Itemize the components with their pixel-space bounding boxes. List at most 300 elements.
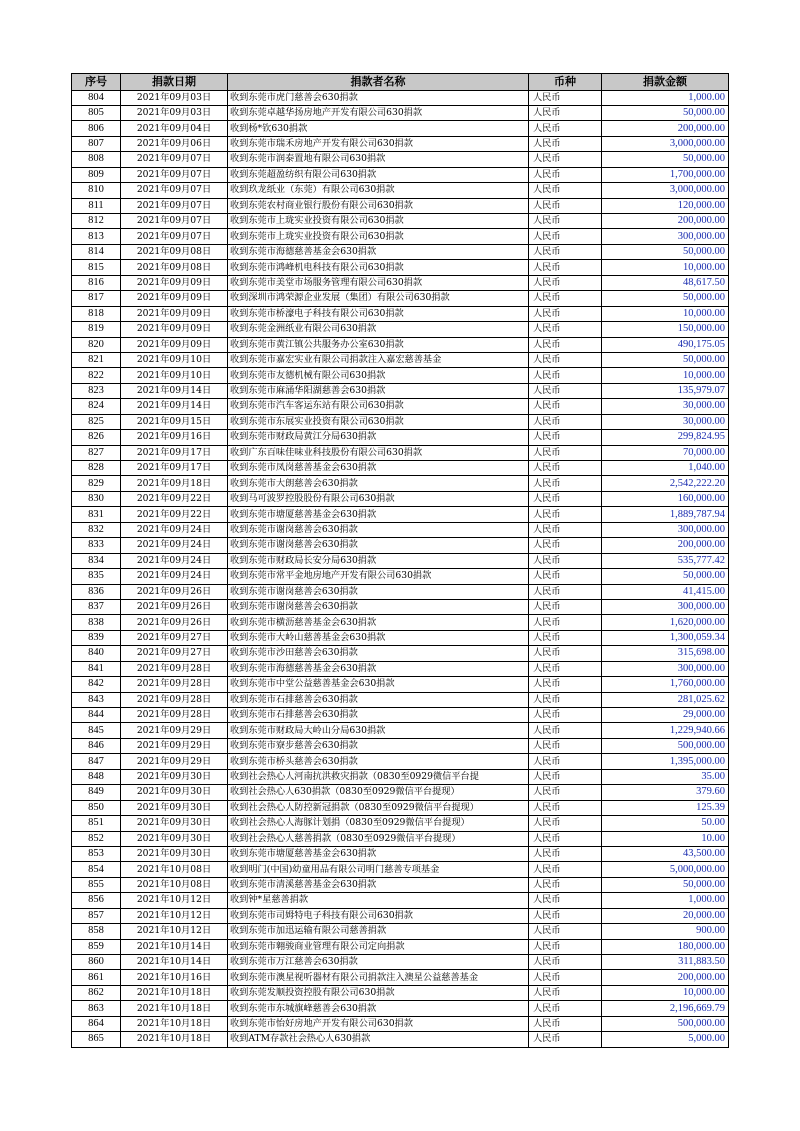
row-seq: 824 [72,399,121,414]
row-date: 2021年09月07日 [121,229,228,244]
row-date: 2021年09月09日 [121,306,228,321]
row-currency: 人民币 [529,955,602,970]
row-date: 2021年09月09日 [121,337,228,352]
row-date: 2021年09月10日 [121,368,228,383]
row-donor: 收到东莞市财政局黄江分局630捐款 [228,430,529,445]
table-row [72,708,729,723]
row-currency: 人民币 [529,599,602,614]
row-amount: 50,000.00 [602,244,729,259]
row-seq: 841 [72,661,121,676]
table-row [72,816,729,831]
row-currency: 人民币 [529,553,602,568]
table-row [72,661,729,676]
row-seq: 827 [72,445,121,460]
row-currency: 人民币 [529,461,602,476]
row-amount: 70,000.00 [602,445,729,460]
row-currency: 人民币 [529,1001,602,1016]
row-amount: 1,760,000.00 [602,677,729,692]
table-row [72,569,729,584]
row-seq: 829 [72,476,121,491]
row-donor: 收到东莞农村商业银行股份有限公司630捐款 [228,198,529,213]
row-amount: 10,000.00 [602,368,729,383]
row-seq: 826 [72,430,121,445]
row-seq: 859 [72,939,121,954]
row-date: 2021年09月29日 [121,754,228,769]
row-currency: 人民币 [529,383,602,398]
row-amount: 1,395,000.00 [602,754,729,769]
row-donor: 收到明门(中国)幼童用品有限公司明门慈善专项基金 [228,862,529,877]
row-seq: 850 [72,800,121,815]
table-row [72,306,729,321]
row-donor: 收到东莞市海德慈善基金会630捐款 [228,244,529,259]
row-donor: 收到深圳市鸿荣源企业发展（集团）有限公司630捐款 [228,291,529,306]
row-donor: 收到ATM存款社会热心人630捐款 [228,1032,529,1047]
row-amount: 50,000.00 [602,152,729,167]
row-currency: 人民币 [529,893,602,908]
row-date: 2021年09月16日 [121,430,228,445]
row-currency: 人民币 [529,306,602,321]
row-currency: 人民币 [529,414,602,429]
row-seq: 836 [72,584,121,599]
row-date: 2021年10月08日 [121,862,228,877]
row-currency: 人民币 [529,214,602,229]
row-date: 2021年09月06日 [121,136,228,151]
row-currency: 人民币 [529,1032,602,1047]
row-date: 2021年09月10日 [121,352,228,367]
row-amount: 50,000.00 [602,352,729,367]
row-date: 2021年09月22日 [121,507,228,522]
row-donor: 收到东莞市桥头慈善会630捐款 [228,754,529,769]
table-row [72,584,729,599]
row-currency: 人民币 [529,692,602,707]
row-amount: 3,000,000.00 [602,183,729,198]
row-seq: 845 [72,723,121,738]
row-donor: 收到东莞市澳星视听器材有限公司捐款注入澳星公益慈善基金 [228,970,529,985]
row-date: 2021年09月30日 [121,846,228,861]
row-donor: 收到东莞市沙田慈善会630捐款 [228,646,529,661]
table-row [72,244,729,259]
table-row [72,337,729,352]
row-seq: 806 [72,121,121,136]
row-date: 2021年10月08日 [121,877,228,892]
table-row [72,538,729,553]
row-seq: 825 [72,414,121,429]
row-amount: 41,415.00 [602,584,729,599]
row-seq: 843 [72,692,121,707]
table-row [72,368,729,383]
row-seq: 805 [72,105,121,120]
row-currency: 人民币 [529,908,602,923]
row-currency: 人民币 [529,800,602,815]
row-seq: 852 [72,831,121,846]
row-donor: 收到东莞市上珑实业投资有限公司630捐款 [228,214,529,229]
header-seq: 序号 [72,74,121,91]
row-donor: 收到东莞市上珑实业投资有限公司630捐款 [228,229,529,244]
row-amount: 50,000.00 [602,877,729,892]
row-amount: 900.00 [602,924,729,939]
row-seq: 847 [72,754,121,769]
row-date: 2021年09月09日 [121,275,228,290]
row-amount: 200,000.00 [602,121,729,136]
row-seq: 844 [72,708,121,723]
row-amount: 48,617.50 [602,275,729,290]
row-donor: 收到东莞市大朗慈善会630捐款 [228,476,529,491]
row-currency: 人民币 [529,291,602,306]
row-date: 2021年09月26日 [121,599,228,614]
row-date: 2021年09月24日 [121,569,228,584]
row-date: 2021年09月07日 [121,167,228,182]
row-currency: 人民币 [529,322,602,337]
row-seq: 863 [72,1001,121,1016]
row-amount: 10,000.00 [602,306,729,321]
table-row [72,692,729,707]
row-date: 2021年09月30日 [121,769,228,784]
row-seq: 817 [72,291,121,306]
row-seq: 849 [72,785,121,800]
row-currency: 人民币 [529,708,602,723]
row-date: 2021年09月09日 [121,291,228,306]
row-seq: 820 [72,337,121,352]
row-currency: 人民币 [529,167,602,182]
row-donor: 收到东莞市友德机械有限公司630捐款 [228,368,529,383]
row-seq: 815 [72,260,121,275]
row-date: 2021年09月08日 [121,244,228,259]
row-amount: 10,000.00 [602,985,729,1000]
row-donor: 收到东莞市翱骏商业管理有限公司定向捐款 [228,939,529,954]
table-row [72,461,729,476]
row-currency: 人民币 [529,136,602,151]
row-date: 2021年10月12日 [121,924,228,939]
row-date: 2021年09月15日 [121,414,228,429]
row-seq: 854 [72,862,121,877]
row-currency: 人民币 [529,90,602,105]
row-seq: 810 [72,183,121,198]
row-amount: 20,000.00 [602,908,729,923]
row-date: 2021年10月18日 [121,985,228,1000]
row-seq: 857 [72,908,121,923]
table-row [72,414,729,429]
row-currency: 人民币 [529,337,602,352]
row-donor: 收到东莞市石排慈善会630捐款 [228,692,529,707]
row-date: 2021年09月27日 [121,646,228,661]
row-currency: 人民币 [529,924,602,939]
row-seq: 846 [72,738,121,753]
row-seq: 833 [72,538,121,553]
row-seq: 842 [72,677,121,692]
row-currency: 人民币 [529,1016,602,1031]
row-currency: 人民币 [529,738,602,753]
row-date: 2021年10月18日 [121,1016,228,1031]
row-seq: 818 [72,306,121,321]
row-currency: 人民币 [529,677,602,692]
row-amount: 281,025.62 [602,692,729,707]
table-row [72,877,729,892]
table-row [72,723,729,738]
row-seq: 809 [72,167,121,182]
row-date: 2021年09月28日 [121,708,228,723]
table-row [72,1032,729,1047]
row-amount: 2,196,669.79 [602,1001,729,1016]
table-row [72,599,729,614]
row-date: 2021年09月08日 [121,260,228,275]
row-donor: 收到东莞市中堂公益慈善基金会630捐款 [228,677,529,692]
row-donor: 收到社会热心人慈善捐款（0830至0929微信平台提现） [228,831,529,846]
donation-sheet [71,73,728,1048]
table-row [72,322,729,337]
row-donor: 收到社会热心人防控新冠捐款（0830至0929微信平台提现） [228,800,529,815]
row-date: 2021年09月17日 [121,445,228,460]
table-row [72,893,729,908]
row-amount: 150,000.00 [602,322,729,337]
row-amount: 500,000.00 [602,738,729,753]
table-row [72,198,729,213]
table-row [72,908,729,923]
row-donor: 收到东莞市加迅运输有限公司慈善捐款 [228,924,529,939]
row-seq: 862 [72,985,121,1000]
row-date: 2021年09月28日 [121,661,228,676]
row-date: 2021年09月07日 [121,152,228,167]
row-currency: 人民币 [529,430,602,445]
table-row [72,399,729,414]
row-currency: 人民币 [529,476,602,491]
row-seq: 814 [72,244,121,259]
row-amount: 300,000.00 [602,229,729,244]
row-donor: 收到东莞超盈纺织有限公司630捐款 [228,167,529,182]
table-row [72,275,729,290]
row-seq: 855 [72,877,121,892]
row-currency: 人民币 [529,491,602,506]
table-row [72,167,729,182]
table-row [72,615,729,630]
row-seq: 864 [72,1016,121,1031]
row-seq: 821 [72,352,121,367]
row-amount: 299,824.95 [602,430,729,445]
row-donor: 收到东莞市黄江镇公共服务办公室630捐款 [228,337,529,352]
row-donor: 收到东莞市麻涌华阳湖慈善会630捐款 [228,383,529,398]
row-date: 2021年09月24日 [121,553,228,568]
row-seq: 853 [72,846,121,861]
row-currency: 人民币 [529,816,602,831]
row-amount: 300,000.00 [602,661,729,676]
table-row [72,769,729,784]
row-amount: 135,979.07 [602,383,729,398]
header-date: 捐款日期 [121,74,228,91]
row-donor: 收到钟*星慈善捐款 [228,893,529,908]
row-donor: 收到东莞市汽车客运东站有限公司630捐款 [228,399,529,414]
row-date: 2021年09月30日 [121,800,228,815]
table-row [72,754,729,769]
row-donor: 收到东莞市桥濠电子科技有限公司630捐款 [228,306,529,321]
row-seq: 822 [72,368,121,383]
row-amount: 180,000.00 [602,939,729,954]
row-amount: 500,000.00 [602,1016,729,1031]
row-donor: 收到社会热心人河南抗洪救灾捐款（0830至0929微信平台提 [228,769,529,784]
row-currency: 人民币 [529,507,602,522]
row-amount: 1,620,000.00 [602,615,729,630]
table-row [72,939,729,954]
row-amount: 1,040.00 [602,461,729,476]
row-date: 2021年10月14日 [121,955,228,970]
row-date: 2021年09月28日 [121,677,228,692]
row-date: 2021年09月07日 [121,183,228,198]
row-donor: 收到广东百味佳味业科技股份有限公司630捐款 [228,445,529,460]
row-donor: 收到东莞市横沥慈善基金会630捐款 [228,615,529,630]
row-donor: 收到东莞市财政局长安分局630捐款 [228,553,529,568]
row-seq: 865 [72,1032,121,1047]
row-seq: 813 [72,229,121,244]
row-donor: 收到玖龙纸业（东莞）有限公司630捐款 [228,183,529,198]
table-row [72,214,729,229]
table-row [72,800,729,815]
table-row [72,924,729,939]
table-row [72,862,729,877]
row-donor: 收到东莞市润泰置地有限公司630捐款 [228,152,529,167]
row-seq: 831 [72,507,121,522]
row-date: 2021年09月26日 [121,584,228,599]
row-seq: 830 [72,491,121,506]
row-amount: 1,000.00 [602,90,729,105]
row-amount: 43,500.00 [602,846,729,861]
row-currency: 人民币 [529,445,602,460]
row-amount: 1,889,787.94 [602,507,729,522]
row-currency: 人民币 [529,399,602,414]
row-currency: 人民币 [529,229,602,244]
row-donor: 收到东莞市凤岗慈善基金会630捐款 [228,461,529,476]
table-row [72,229,729,244]
row-currency: 人民币 [529,985,602,1000]
row-date: 2021年09月03日 [121,90,228,105]
row-date: 2021年09月30日 [121,816,228,831]
table-row [72,553,729,568]
row-currency: 人民币 [529,615,602,630]
row-donor: 收到东莞市塘厦慈善基金会630捐款 [228,846,529,861]
table-row [72,831,729,846]
row-donor: 收到东莞发顺投资控股有限公司630捐款 [228,985,529,1000]
row-currency: 人民币 [529,754,602,769]
row-currency: 人民币 [529,152,602,167]
row-donor: 收到杨*钦630捐款 [228,121,529,136]
row-date: 2021年10月16日 [121,970,228,985]
row-donor: 收到东莞市美堂市场服务管理有限公司630捐款 [228,275,529,290]
row-amount: 5,000,000.00 [602,862,729,877]
row-amount: 5,000.00 [602,1032,729,1047]
row-amount: 50.00 [602,816,729,831]
row-donor: 收到东莞金洲纸业有限公司630捐款 [228,322,529,337]
row-donor: 收到东莞市虎门慈善会630捐款 [228,90,529,105]
row-currency: 人民币 [529,630,602,645]
row-seq: 839 [72,630,121,645]
row-amount: 125.39 [602,800,729,815]
row-donor: 收到东莞市嘉宏实业有限公司捐款注入嘉宏慈善基金 [228,352,529,367]
row-currency: 人民币 [529,183,602,198]
row-date: 2021年09月29日 [121,738,228,753]
table-row [72,491,729,506]
row-date: 2021年09月14日 [121,399,228,414]
row-currency: 人民币 [529,368,602,383]
row-amount: 120,000.00 [602,198,729,213]
row-currency: 人民币 [529,877,602,892]
row-seq: 848 [72,769,121,784]
row-donor: 收到东莞市鸿峰机电科技有限公司630捐款 [228,260,529,275]
table-header-row [72,74,729,91]
table-row [72,352,729,367]
table-row [72,1016,729,1031]
row-amount: 200,000.00 [602,214,729,229]
row-date: 2021年09月27日 [121,630,228,645]
row-seq: 819 [72,322,121,337]
header-amount: 捐款金额 [602,74,729,91]
row-amount: 160,000.00 [602,491,729,506]
row-amount: 1,000.00 [602,893,729,908]
row-currency: 人民币 [529,646,602,661]
donation-table [71,73,729,1048]
table-row [72,846,729,861]
row-currency: 人民币 [529,105,602,120]
row-currency: 人民币 [529,769,602,784]
row-seq: 840 [72,646,121,661]
row-amount: 300,000.00 [602,599,729,614]
row-seq: 860 [72,955,121,970]
row-seq: 838 [72,615,121,630]
row-date: 2021年09月29日 [121,723,228,738]
row-amount: 30,000.00 [602,399,729,414]
row-currency: 人民币 [529,275,602,290]
row-currency: 人民币 [529,522,602,537]
row-donor: 收到东莞市谢岗慈善会630捐款 [228,522,529,537]
row-currency: 人民币 [529,862,602,877]
table-row [72,260,729,275]
row-amount: 30,000.00 [602,414,729,429]
row-seq: 816 [72,275,121,290]
row-currency: 人民币 [529,785,602,800]
row-currency: 人民币 [529,970,602,985]
row-seq: 804 [72,90,121,105]
row-donor: 收到马可波罗控股股份有限公司630捐款 [228,491,529,506]
row-seq: 812 [72,214,121,229]
row-amount: 200,000.00 [602,538,729,553]
row-amount: 300,000.00 [602,522,729,537]
row-donor: 收到社会热心人海豚计划捐（0830至0929微信平台提现） [228,816,529,831]
row-date: 2021年09月07日 [121,214,228,229]
row-date: 2021年09月18日 [121,476,228,491]
row-amount: 1,300,059.34 [602,630,729,645]
row-date: 2021年09月26日 [121,615,228,630]
row-seq: 828 [72,461,121,476]
table-body [72,90,729,1047]
row-date: 2021年10月12日 [121,893,228,908]
table-row [72,522,729,537]
row-donor: 收到东莞市常平金地房地产开发有限公司630捐款 [228,569,529,584]
table-row [72,1001,729,1016]
row-donor: 收到东莞市万江慈善会630捐款 [228,955,529,970]
table-row [72,738,729,753]
row-seq: 807 [72,136,121,151]
row-currency: 人民币 [529,723,602,738]
table-row [72,136,729,151]
table-row [72,291,729,306]
row-amount: 1,229,940.66 [602,723,729,738]
row-date: 2021年09月03日 [121,105,228,120]
table-row [72,105,729,120]
header-donor: 捐款者名称 [228,74,529,91]
row-donor: 收到东莞市司姆特电子科技有限公司630捐款 [228,908,529,923]
table-row [72,677,729,692]
table-row [72,430,729,445]
row-donor: 收到东莞市石排慈善会630捐款 [228,708,529,723]
row-date: 2021年09月24日 [121,538,228,553]
row-seq: 856 [72,893,121,908]
row-currency: 人民币 [529,846,602,861]
